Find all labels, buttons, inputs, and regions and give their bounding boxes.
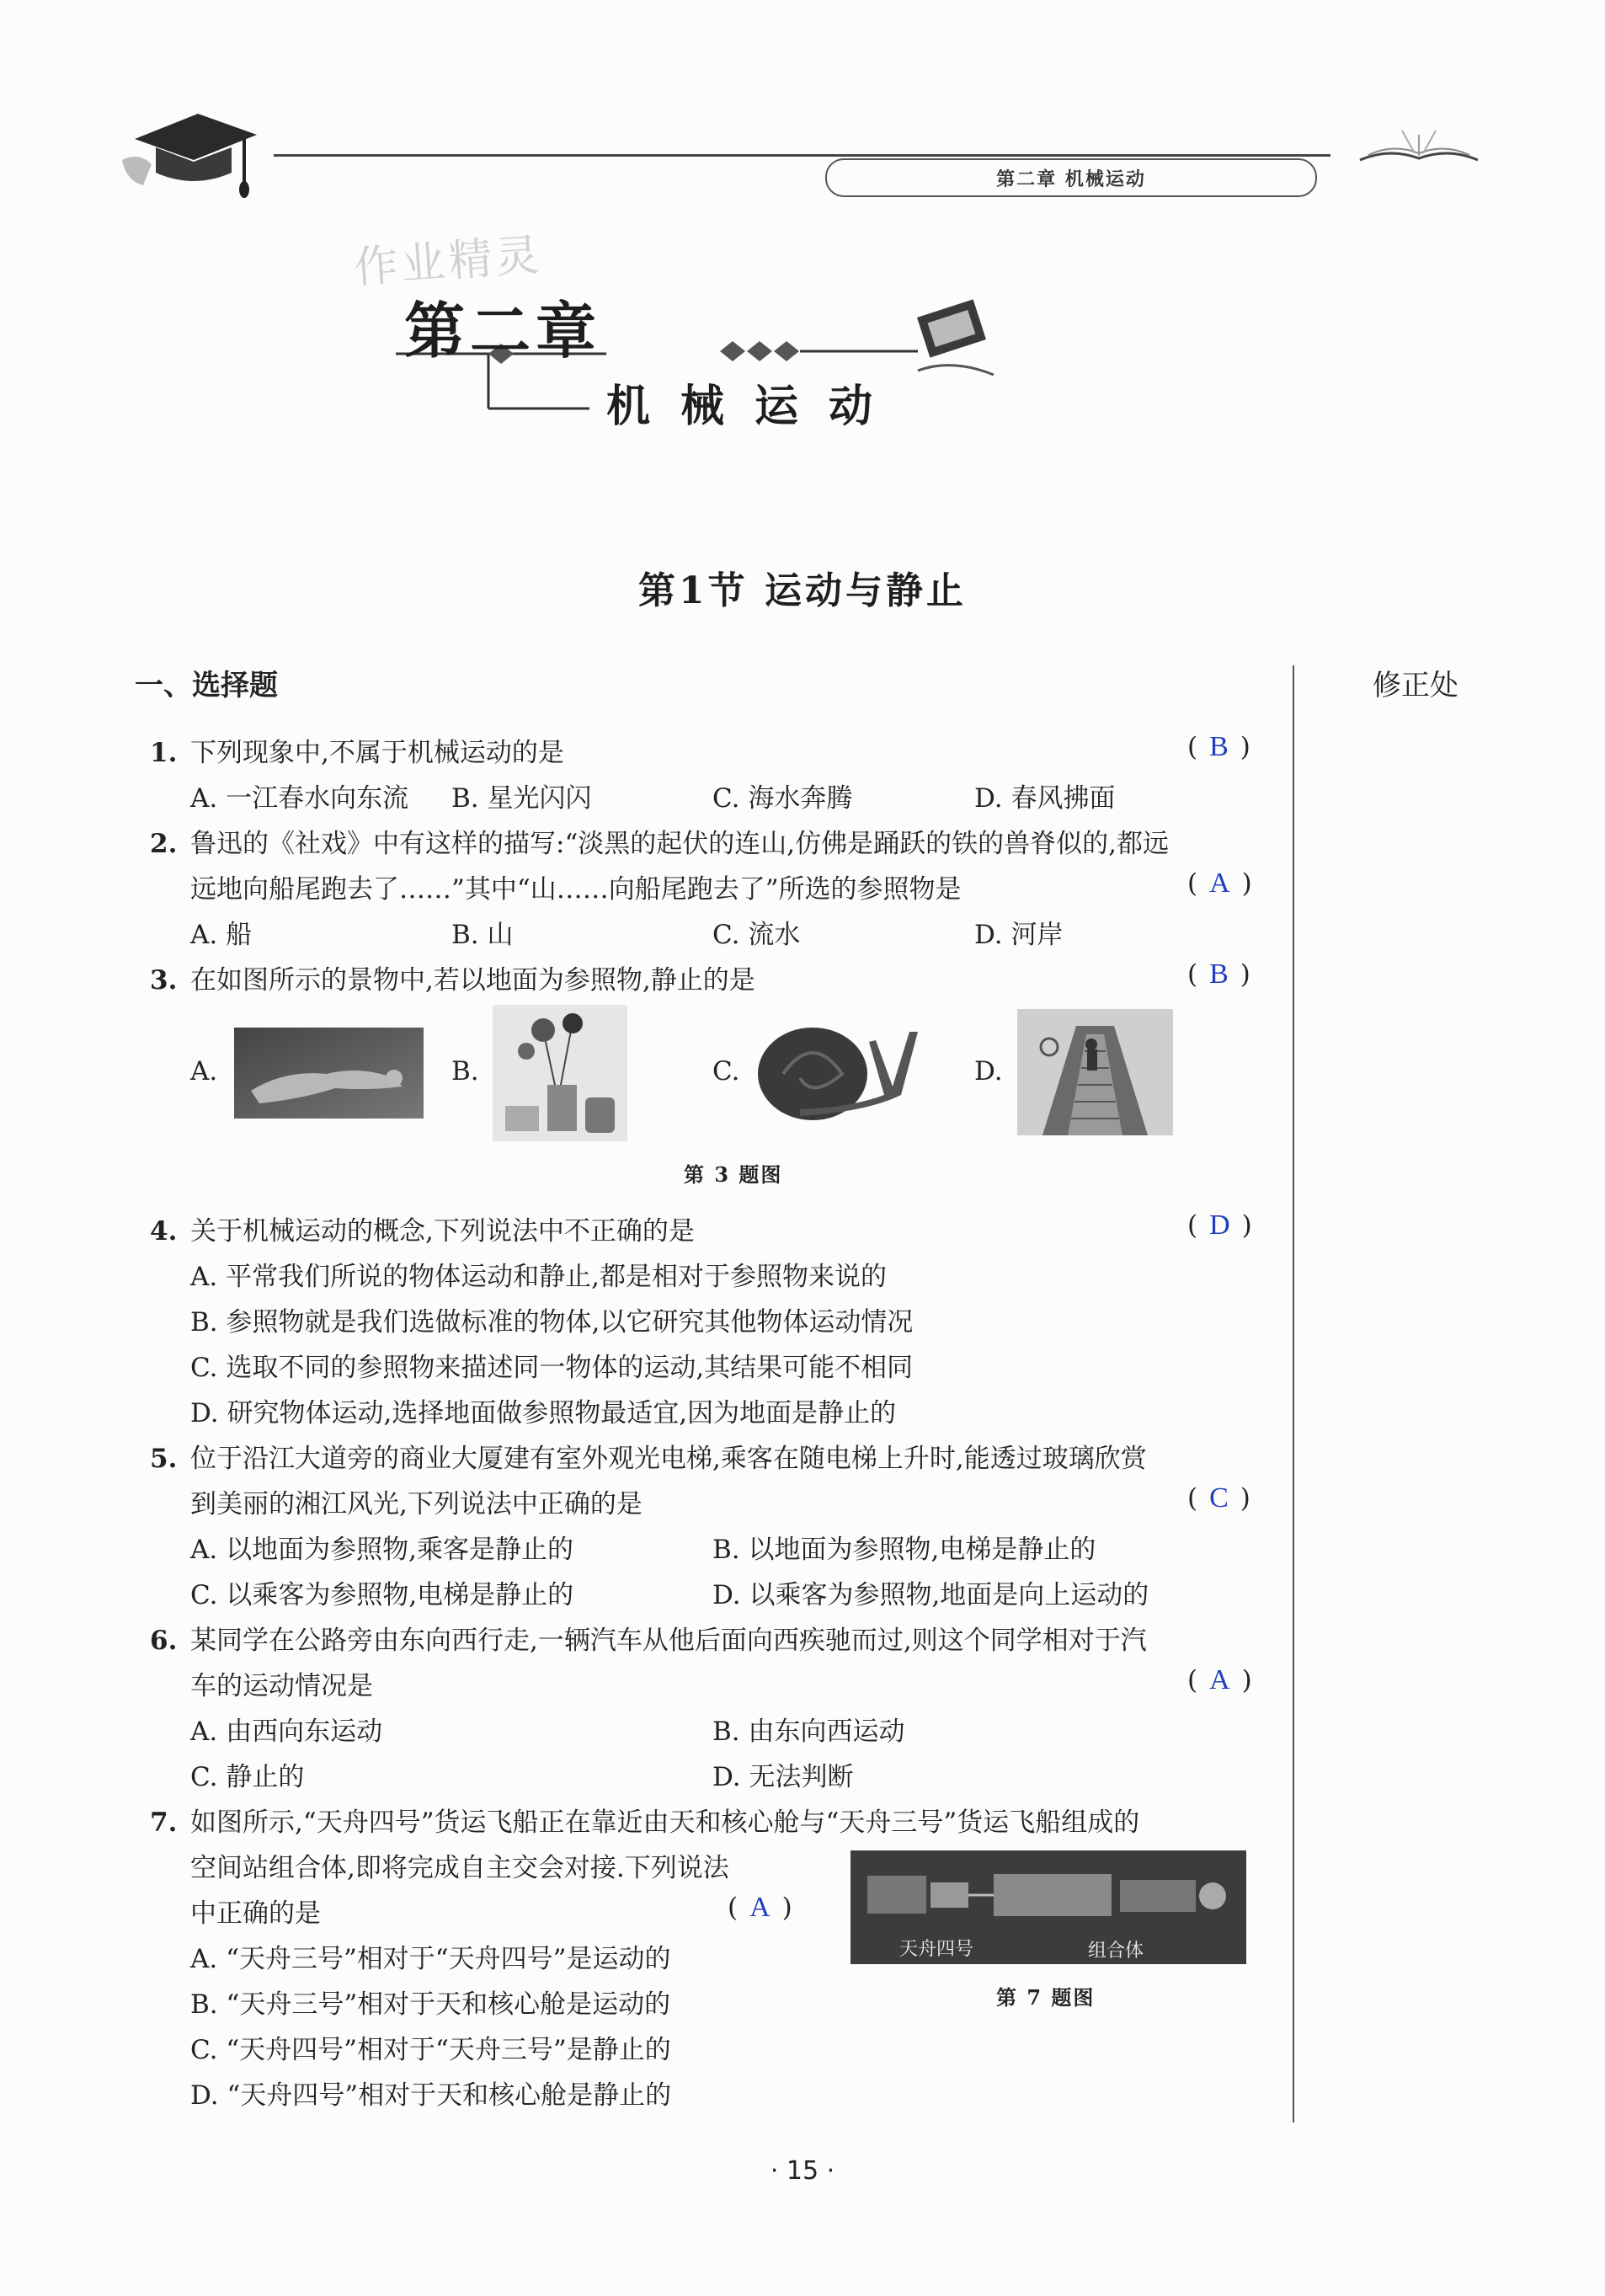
question-5-option: C. 以乘客为参照物,电梯是静止的: [190, 1580, 574, 1610]
question-5-option: B. 以地面为参照物,电梯是静止的: [712, 1535, 1096, 1565]
question-7-answer: ( A ): [728, 1892, 792, 1923]
part-title: 一、选择题: [135, 669, 278, 702]
question-1-option: A. 一江春水向东流: [190, 783, 409, 814]
question-6-answer: ( A ): [1187, 1664, 1252, 1695]
question-1-option: C. 海水奔腾: [712, 783, 853, 814]
question-4-option: B. 参照物就是我们选做标准的物体,以它研究其他物体运动情况: [190, 1307, 914, 1338]
figure-label-tianzhou-4: 天舟四号: [899, 1939, 974, 1960]
question-3-option: D.: [974, 1056, 1003, 1087]
cheetah-photo: [234, 1028, 424, 1119]
header-rule: [274, 154, 1330, 157]
running-head: 第二章 机械运动: [825, 158, 1317, 197]
question-3-answer: ( B ): [1187, 958, 1250, 990]
watermark: 作业精灵: [352, 230, 545, 294]
question-5-answer: ( C ): [1187, 1482, 1250, 1514]
question-7-caption: 第 7 题图: [996, 1985, 1096, 2010]
question-7-option: C. “天舟四号”相对于“天舟三号”是静止的: [190, 2035, 671, 2065]
chapter-title: 第二章: [404, 296, 602, 366]
page-number: · 15 ·: [770, 2156, 835, 2186]
question-7-text: 7. 如图所示,“天舟四号”货运飞船正在靠近由天和核心舱与“天舟三号”货运飞船组成的: [150, 1807, 1140, 1838]
question-4-option: C. 选取不同的参照物来描述同一物体的运动,其结果可能不相同: [190, 1353, 914, 1383]
question-4-option: A. 平常我们所说的物体运动和静止,都是相对于参照物来说的: [190, 1262, 887, 1292]
question-2-option: A. 船: [190, 920, 253, 950]
question-5-option: D. 以乘客为参照物,地面是向上运动的: [712, 1580, 1149, 1610]
question-3-caption: 第 3 题图: [684, 1162, 783, 1187]
question-2-text: 远地向船尾跑去了……”其中“山……向船尾跑去了”所选的参照物是: [190, 874, 962, 905]
question-2-answer: ( A ): [1187, 868, 1252, 899]
chapter-subtitle: 机械运动: [606, 382, 904, 432]
escalator-photo: [1017, 1009, 1173, 1135]
graduation-cap-icon: [118, 101, 261, 202]
question-7-text: 中正确的是: [190, 1898, 321, 1929]
question-7-option: A. “天舟三号”相对于“天舟四号”是运动的: [190, 1944, 671, 1974]
spacecraft-photo: [850, 1850, 1246, 1964]
question-6-text: 6. 某同学在公路旁由东向西行走,一辆汽车从他后面向西疾驰而过,则这个同学相对于汽: [150, 1626, 1147, 1656]
flower-vase-photo: [493, 1005, 627, 1141]
question-5-text: 5. 位于沿江大道旁的商业大厦建有室外观光电梯,乘客在随电梯上升时,能透过玻璃欣赏: [150, 1444, 1147, 1474]
question-6-text: 车的运动情况是: [190, 1671, 373, 1701]
margin-title: 修正处: [1373, 669, 1458, 702]
question-7-option: B. “天舟三号”相对于天和核心舱是运动的: [190, 1989, 671, 2020]
question-4-answer: ( D ): [1187, 1209, 1252, 1241]
question-2-option: B. 山: [451, 920, 514, 950]
question-2-option: D. 河岸: [974, 920, 1064, 950]
question-5-text: 到美丽的湘江风光,下列说法中正确的是: [190, 1489, 643, 1519]
figure-label-combination: 组合体: [1088, 1941, 1144, 1962]
question-3-option: B.: [451, 1056, 479, 1087]
question-1-option: D. 春风拂面: [974, 783, 1116, 814]
question-3-text: 3. 在如图所示的景物中,若以地面为参照物,静止的是: [150, 965, 755, 996]
question-1-answer: ( B ): [1187, 731, 1250, 762]
question-6-option: A. 由西向东运动: [190, 1717, 383, 1747]
section-title: 第1节 运动与静止: [638, 569, 967, 612]
question-3-option: C.: [712, 1056, 740, 1087]
snail-photo: [749, 1015, 930, 1131]
question-2-option: C. 流水: [712, 920, 801, 950]
margin-divider: [1293, 665, 1294, 2122]
question-4-text: 4. 关于机械运动的概念,下列说法中不正确的是: [150, 1216, 695, 1247]
question-1-option: B. 星光闪闪: [451, 783, 592, 814]
question-3-option: A.: [190, 1056, 218, 1087]
question-6-option: D. 无法判断: [712, 1762, 854, 1792]
question-2-text: 2. 鲁迅的《社戏》中有这样的描写:“淡黑的起伏的连山,仿佛是踊跃的铁的兽脊似的,都远: [150, 829, 1169, 859]
question-7-text: 空间站组合体,即将完成自主交会对接.下列说法: [190, 1853, 729, 1883]
question-4-option: D. 研究物体运动,选择地面做参照物最适宜,因为地面是静止的: [190, 1398, 897, 1428]
question-5-option: A. 以地面为参照物,乘客是静止的: [190, 1535, 573, 1565]
open-book-icon: [1356, 118, 1482, 168]
question-6-option: B. 由东向西运动: [712, 1717, 905, 1747]
question-1-text: 1. 下列现象中,不属于机械运动的是: [150, 738, 564, 768]
question-6-option: C. 静止的: [190, 1762, 305, 1792]
question-7-option: D. “天舟四号”相对于天和核心舱是静止的: [190, 2080, 672, 2111]
